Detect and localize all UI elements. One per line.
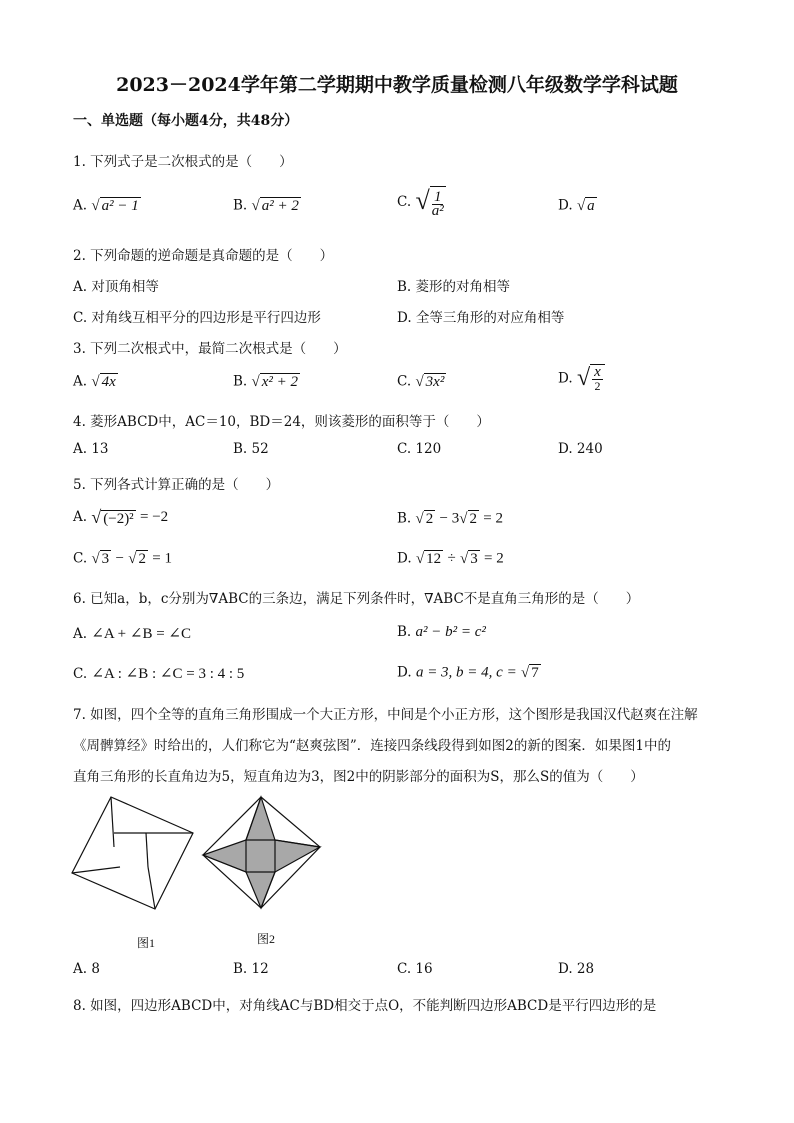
question-5-stem: 5. 下列各式计算正确的是（ ） — [73, 477, 280, 493]
q5-option-a — [73, 507, 168, 528]
q4-option-d: D. 240 — [558, 441, 603, 457]
q4-option-c: C. 120 — [397, 441, 442, 457]
q6-option-d: D. a = 3, b = 4, c = √ 7 — [397, 664, 539, 681]
option-label: D. — [397, 550, 412, 567]
sqrt-expression: √ 3 — [91, 551, 110, 567]
radicand: a — [587, 198, 595, 214]
q5-option-d: D. √ 12 ÷ √ 3 = 2 — [397, 550, 504, 567]
q1-option-d — [558, 197, 597, 215]
sqrt-expression: √ $\frac{1}{\text{a²}}$ — [415, 186, 444, 219]
q5-option-b: B. √ 2 − 3√ 2 = 2 — [397, 510, 504, 527]
sqrt-expression: √ 7 — [521, 665, 539, 681]
option-label: A. — [73, 197, 88, 214]
sqrt-expression: √ a² + 2 — [251, 198, 299, 214]
option-label: B. — [233, 373, 248, 390]
shaded-region — [203, 797, 320, 908]
radicand: x² + 2 — [261, 374, 299, 390]
fraction: $\frac{x}{2}$ — [594, 363, 601, 393]
q6-option-c: C. ∠A : ∠B : ∠C = 3 : 4 : 5 — [73, 666, 245, 682]
figure-2-diagram — [203, 797, 320, 908]
option-label: C. — [73, 550, 88, 567]
question-8-stem: 8. 如图，四边形ABCD中，对角线AC与BD相交于点O，不能判断四边形ABCD是平行四边形的是 — [73, 998, 657, 1014]
q4-option-a: A. 13 — [73, 441, 109, 457]
question-4-stem: 4. 菱形ABCD中，AC＝10，BD＝24，则该菱形的面积等于（ ） — [73, 414, 490, 430]
sqrt-expression: √ 4x — [91, 374, 116, 390]
question-7-line-1: 7. 如图，四个全等的直角三角形围成一个大正方形，中间是个小正方形，这个图形是我国汉代赵爽在注解 — [73, 707, 698, 723]
sqrt-expression: √ 3 — [460, 551, 478, 567]
figure-2-caption: 图2 — [257, 932, 276, 946]
q4-option-b: B. 52 — [233, 441, 269, 457]
q2-option-c: C. 对角线互相平分的四边形是平行四边形 — [73, 310, 321, 326]
question-7-line-3: 直角三角形的长直角边为5，短直角边为3，图2中的阴影部分的面积为S，那么S的值为（ ） — [73, 769, 644, 785]
radicand: a² − 1 — [101, 198, 139, 214]
q1-option-a — [73, 197, 141, 215]
equation-tail: = −2 — [139, 509, 169, 525]
option-label: A. — [73, 509, 88, 525]
q7-option-c: C. 16 — [397, 961, 433, 977]
question-7-line-2: 《周髀算经》时给出的，人们称它为“赵爽弦图”．连接四条线段得到如图2的新的图案．如果图1中的 — [73, 738, 671, 754]
radicand: 4x — [101, 374, 116, 390]
section-heading: 一、单选题（每小题4分，共48分） — [73, 113, 299, 129]
option-label: C. — [397, 373, 412, 390]
option-label: C. — [397, 193, 412, 210]
fraction: $\frac{1}{\text{a²}}$ — [431, 188, 444, 219]
sqrt-expression: √ 2 — [415, 511, 434, 527]
option-label: B. — [233, 197, 248, 214]
q7-option-d: D. 28 — [558, 961, 595, 977]
figure-1-diagram — [72, 797, 193, 909]
sqrt-expression: √ a — [576, 198, 595, 214]
option-label: A. — [73, 373, 88, 390]
option-label: D. — [558, 197, 573, 214]
q3-option-d — [558, 364, 605, 393]
figure-1-caption: 图1 — [137, 936, 156, 950]
question-3-stem: 3. 下列二次根式中，最简二次根式是（ ） — [73, 341, 347, 357]
option-label: B. — [397, 510, 412, 527]
sqrt-expression: √ a² − 1 — [91, 198, 139, 214]
sqrt-expression: √ $\frac{x}{2}$ — [577, 364, 605, 393]
option-label: D. — [558, 370, 573, 387]
q3-option-b — [233, 373, 300, 391]
radicand: 3x² — [425, 374, 445, 390]
q5-option-c: C. √ 3 − √ 2 = 1 — [73, 550, 172, 567]
q3-option-c — [397, 373, 446, 391]
sqrt-expression: √ 3x² — [415, 374, 445, 390]
sqrt-expression: √ x² + 2 — [251, 374, 299, 390]
q7-figures — [68, 795, 330, 915]
outer-square — [72, 797, 193, 909]
q3-option-a — [73, 373, 118, 391]
sqrt-expression: √ 2 — [459, 511, 477, 527]
q7-option-b: B. 12 — [233, 961, 269, 977]
q2-option-d: D. 全等三角形的对应角相等 — [397, 310, 565, 326]
question-1-stem: 1. 下列式子是二次根式的是（ ） — [73, 154, 293, 170]
radicand: (−2)² — [103, 511, 134, 527]
sqrt-expression: √ (−2)² — [91, 507, 134, 527]
radicand: a² + 2 — [261, 198, 299, 214]
question-6-stem: 6. 已知a，b，c分别为∇ABC的三条边，满足下列条件时，∇ABC不是直角三角形的是（ ） — [73, 591, 640, 607]
q7-option-a: A. 8 — [73, 961, 100, 977]
sqrt-expression: √ 12 — [415, 551, 442, 567]
q6-option-b: B. a² − b² = c² — [397, 624, 486, 640]
sqrt-expression: √ 2 — [128, 551, 146, 567]
q1-option-b — [233, 197, 301, 215]
q6-option-a: A. ∠A + ∠B = ∠C — [73, 626, 191, 642]
q2-option-a: A. 对顶角相等 — [73, 279, 159, 295]
q1-option-c — [397, 186, 446, 218]
q2-option-b: B. 菱形的对角相等 — [397, 279, 511, 295]
question-2-stem: 2. 下列命题的逆命题是真命题的是（ ） — [73, 248, 334, 264]
exam-title: 2023－2024学年第二学期期中教学质量检测八年级数学学科试题 — [116, 74, 678, 96]
